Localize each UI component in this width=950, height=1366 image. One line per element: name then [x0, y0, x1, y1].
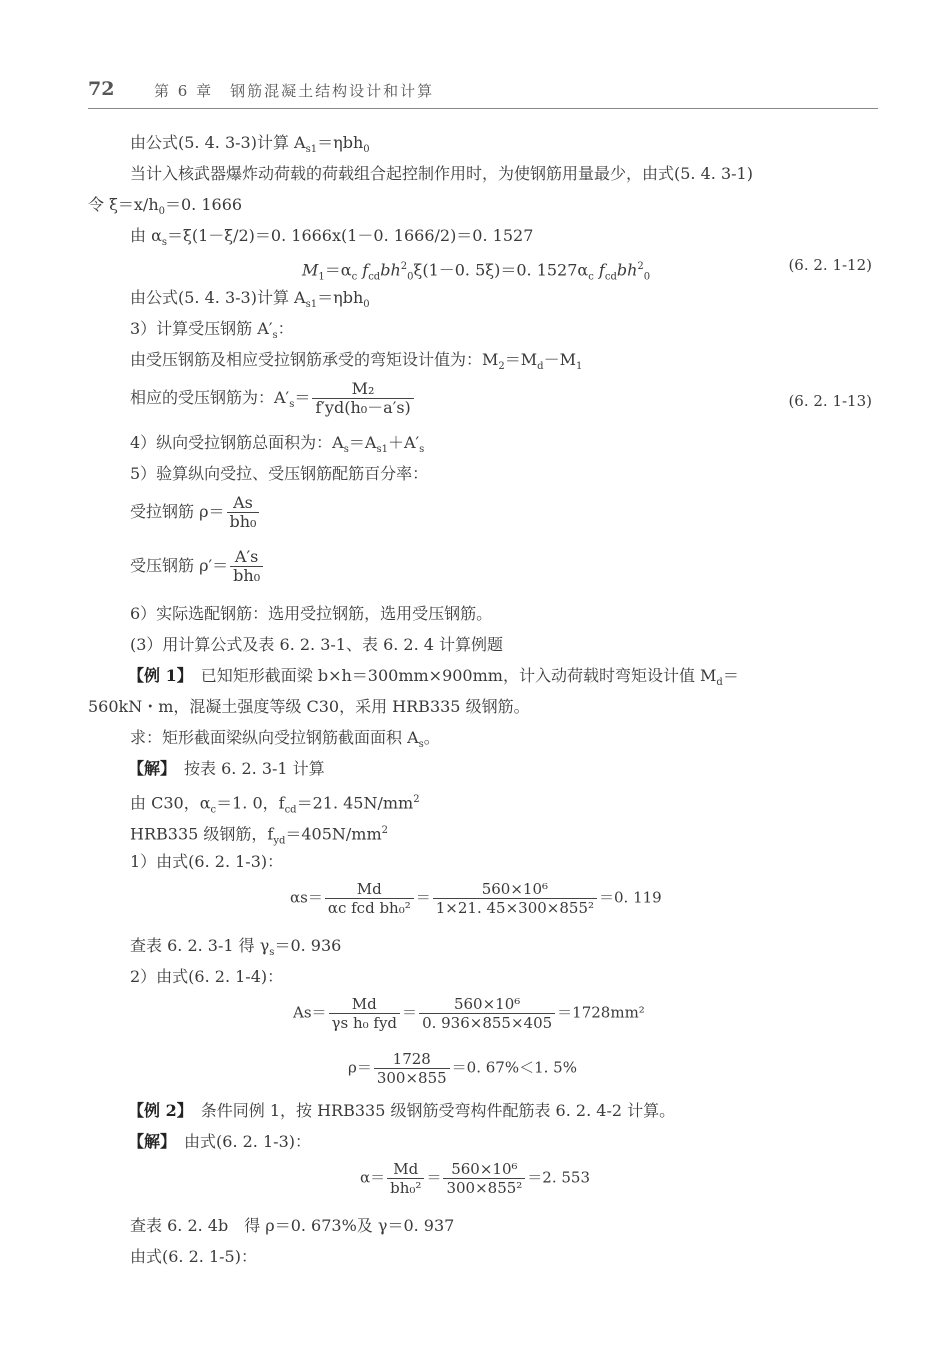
- text-line: 1）由式(6. 2. 1-3)：: [130, 852, 284, 871]
- fraction: $\frac{Md}{\text{γs h₀ fyd}}$: [329, 995, 401, 1032]
- text-line: 查表 6. 2. 4b 得 ρ＝0. 673%及 γ＝0. 937: [130, 1216, 455, 1235]
- text-line: 5）验算纵向受拉、受压钢筋配筋百分率：: [130, 464, 429, 483]
- fraction: $\frac{A's}{\text{bh₀}}$: [230, 548, 263, 585]
- page-number: 72: [88, 78, 115, 100]
- page-header: [88, 78, 878, 108]
- fraction: $\frac{\text{560×10⁶}}{0. 936\times 855\times 405}$: [419, 995, 555, 1032]
- solution-heading: 【解】 按表 6. 2. 3-1 计算: [128, 759, 325, 778]
- equation-number: (6. 2. 1-13): [788, 392, 872, 410]
- text-line: 560kN・m，混凝土强度等级 C30，采用 HRB335 级钢筋。: [88, 697, 530, 716]
- text-line: 6）实际选配钢筋：选用受拉钢筋，选用受压钢筋。: [130, 604, 493, 623]
- text-line: 由 C30，$\alpha_c=1$. 0，$f_{cd}=21$. $45N/mm^2$: [130, 793, 420, 816]
- fraction: $\frac{As}{\text{bh₀}}$: [227, 494, 260, 531]
- solution-heading: 【解】 由式(6. 2. 1-3)：: [128, 1132, 311, 1151]
- fraction: $\frac{\text{560×10⁶}}{\text{1×21. 45×300×855²}}$: [433, 880, 597, 917]
- header-rule: [88, 108, 878, 109]
- fraction: $\frac{Md}{\text{bh₀²}}$: [387, 1160, 424, 1197]
- fraction: $\frac{1728}{300\times 855}$: [374, 1050, 450, 1087]
- example-heading: 【例 1】 已知矩形截面梁 b×h＝300mm×900mm，计入动荷载时弯矩设计值 $M_d=$: [128, 666, 739, 689]
- equation-line: 受拉钢筋 ρ＝ $\frac{As}{\text{bh₀}}$: [130, 494, 261, 531]
- text-line: 2）由式(6. 2. 1-4)：: [130, 967, 284, 986]
- text-line: 3）计算受压钢筋 $A'_s$：: [130, 319, 294, 342]
- example-heading: 【例 2】 条件同例 1，按 HRB335 级钢筋受弯构件配筋表 6. 2. 4-2 计算。: [128, 1101, 676, 1120]
- text-line: 查表 6. 2. 3-1 得 $\gamma_s=0$. 936: [130, 936, 342, 959]
- text-line: 求：矩形截面梁纵向受拉钢筋截面面积 $A_s$。: [130, 728, 440, 751]
- text-line: 由公式(5. 4. 3-3)计算 $A_{s1}=\eta bh_0$: [130, 288, 370, 311]
- equation-line: 相应的受压钢筋为：$A'_s=$ $\frac{\text{M₂}}{\text{f′yd(h₀－a′s)}}$: [130, 380, 416, 417]
- text-line: 4）纵向受拉钢筋总面积为：$A_s=A_{s1}+A'_s$: [130, 433, 425, 456]
- fraction: $\frac{\text{560×10⁶}}{\text{300×855²}}$: [443, 1160, 525, 1197]
- text-line: 由式(6. 2. 1-5)：: [130, 1247, 257, 1266]
- text-line: 由 $\alpha_s=\xi(1-\xi/2)=0$. 1666x(1－0. 1666/2)＝0. 1527: [130, 226, 534, 249]
- equation-line: α＝ $\frac{Md}{\text{bh₀²}}$ ＝ $\frac{\text{560×10⁶}}{\text{300×855²}}$ ＝2. 553: [360, 1160, 591, 1197]
- text-line: 令 $\xi=x/h_0=0$. 1666: [88, 195, 243, 218]
- fraction: $\frac{Md}{\text{αc fcd bh₀²}}$: [325, 880, 414, 917]
- fraction: $\frac{\text{M₂}}{\text{f′yd(h₀－a′s)}}$: [312, 380, 413, 417]
- equation-line: ρ＝ $\frac{1728}{300\times 855}$ ＝0. 67%＜1. 5%: [348, 1050, 577, 1087]
- equation-line: As＝ $\frac{Md}{\text{γs h₀ fyd}}$ ＝ $\frac{\text{560×10⁶}}{0. 936\times 855\times 405}$ ＝1728mm²: [293, 995, 645, 1032]
- chapter-title: 第 6 章 钢筋混凝土结构设计和计算: [154, 82, 435, 100]
- text-line: 当计入核武器爆炸动荷载的荷载组合起控制作用时，为使钢筋用量最少，由式(5. 4. 3-1): [130, 164, 753, 183]
- text-line: 由受压钢筋及相应受拉钢筋承受的弯矩设计值为：$M_2=M_d-M_1$: [130, 350, 583, 373]
- equation-number: (6. 2. 1-12): [788, 256, 872, 274]
- equation-line: αs＝ $\frac{Md}{\text{αc fcd bh₀²}}$ ＝ $\frac{\text{560×10⁶}}{\text{1×21. 45×300×855²}}$ ＝0. 119: [290, 880, 662, 917]
- text-line: (3）用计算公式及表 6. 2. 3-1、表 6. 2. 4 计算例题: [130, 635, 504, 654]
- equation-line: 受压钢筋 ρ′＝ $\frac{A's}{\text{bh₀}}$: [130, 548, 265, 585]
- text-line: HRB335 级钢筋，$f_{yd}=405N/mm^2$: [130, 824, 389, 847]
- text-line: 由公式(5. 4. 3-3)计算 $A_{s1}=\eta bh_0$: [130, 133, 370, 156]
- equation-line: $M_1=\alpha_c$ $f_{cd}bh^2_0\xi(1-0$. 5ξ)＝0. $1527\alpha_c$ $f_{cd}bh^2_0$: [302, 260, 651, 283]
